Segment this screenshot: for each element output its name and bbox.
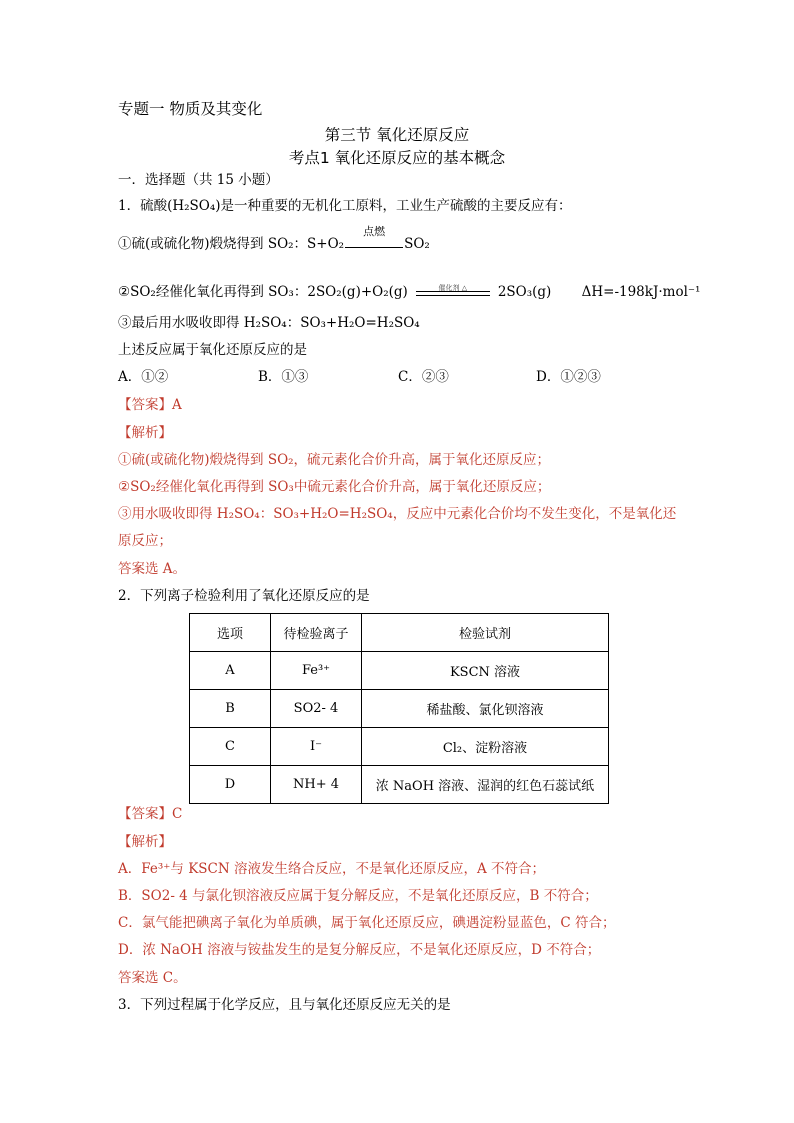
- table-cell: NH+ 4: [271, 766, 362, 804]
- q2-analysis-2: B．SO2- 4 与氯化钡溶液反应属于复分解反应，不是氧化还原反应，B 不符合；: [118, 888, 598, 904]
- q1-reaction-1: [118, 225, 430, 253]
- table-cell: A: [190, 652, 271, 690]
- table-cell: Fe³⁺: [271, 652, 362, 690]
- r1-product: SO₂: [404, 236, 430, 252]
- table-row: [190, 690, 609, 728]
- r1-condition-label: 点燃: [363, 225, 386, 238]
- r2-enthalpy: ΔH=-198kJ·mol⁻¹: [581, 284, 701, 300]
- q1-answer: 【答案】A: [118, 397, 182, 413]
- q1-analysis-1: ①硫(或硫化物)煅烧得到 SO₂，硫元素化合价升高，属于氧化还原反应；: [118, 452, 551, 468]
- point-title: 考点1 氧化还原反应的基本概念: [288, 149, 506, 167]
- q3-stem: 3．下列过程属于化学反应，且与氧化还原反应无关的是: [118, 997, 451, 1013]
- q2-answer: 【答案】C: [118, 806, 183, 822]
- table-cell: 浓 NaOH 溶液、湿润的红色石蕊试纸: [362, 766, 609, 804]
- section-heading: 一．选择题（共 15 小题）: [118, 172, 279, 188]
- table-cell: B: [190, 690, 271, 728]
- q2-analysis-4: D．浓 NaOH 溶液与铵盐发生的是复分解反应，不是氧化还原反应，D 不符合；: [118, 942, 601, 958]
- table-cell: C: [190, 728, 271, 766]
- q2-analysis-1: A．Fe³⁺与 KSCN 溶液发生络合反应，不是氧化还原反应，A 不符合；: [118, 861, 546, 877]
- q1-analysis-3: ③用水吸收即得 H₂SO₄：SO₃+H₂O=H₂SO₄，反应中元素化合价均不发生变化，不是氧化还: [118, 506, 677, 522]
- q2-stem: 2．下列离子检验利用了氧化还原反应的是: [118, 588, 370, 604]
- option-c: C．②③: [398, 369, 449, 385]
- table-cell: D: [190, 766, 271, 804]
- q2-analysis-label: 【解析】: [118, 834, 172, 850]
- q1-stem: 1．硫酸(H₂SO₄)是一种重要的无机化工原料，工业生产硫酸的主要反应有：: [118, 198, 572, 214]
- q1-question: 上述反应属于氧化还原反应的是: [118, 342, 307, 358]
- table-cell: Cl₂、淀粉溶液: [362, 728, 609, 766]
- equilibrium-arrow-icon: [410, 283, 496, 299]
- q1-analysis-label: 【解析】: [118, 425, 172, 441]
- option-b: B．①③: [258, 369, 309, 385]
- table-cell: 稀盐酸、氯化钡溶液: [362, 690, 609, 728]
- table-row: [190, 728, 609, 766]
- q1-analysis-4: 原反应；: [118, 533, 172, 549]
- q1-analysis-2: ②SO₂经催化氧化再得到 SO₃中硫元素化合价升高，属于氧化还原反应；: [118, 479, 551, 495]
- r2-product: 2SO₃(g): [497, 284, 552, 300]
- table-cell: KSCN 溶液: [362, 652, 609, 690]
- r1-prefix: ①硫(或硫化物)煅烧得到 SO₂：S+O₂: [118, 236, 345, 252]
- r2-arrow-text: 催化剂 △: [438, 283, 468, 292]
- q2-conclusion: 答案选 C。: [118, 970, 187, 986]
- q1-reaction-2: [118, 283, 700, 301]
- table-cell: I⁻: [271, 728, 362, 766]
- section-title: 第三节 氧化还原反应: [324, 126, 470, 144]
- q1-options: [118, 368, 601, 386]
- option-a: A．①②: [118, 369, 169, 385]
- q1-reaction-3: ③最后用水吸收即得 H₂SO₄：SO₃+H₂O=H₂SO₄: [118, 315, 420, 331]
- table-row: [190, 652, 609, 690]
- r2-prefix: ②SO₂经催化氧化再得到 SO₃：2SO₂(g)+O₂(g): [118, 284, 408, 300]
- table-cell: SO2- 4: [271, 690, 362, 728]
- topic-title: 专题一 物质及其变化: [118, 100, 263, 118]
- q2-analysis-3: C．氯气能把碘离子氧化为单质碘，属于氧化还原反应，碘遇淀粉显蓝色，C 符合；: [118, 915, 616, 931]
- table-header: 选项: [190, 614, 271, 652]
- r1-condition: [345, 225, 403, 248]
- option-d: D．①②③: [536, 369, 601, 385]
- ion-test-table: [189, 613, 609, 804]
- q1-conclusion: 答案选 A。: [118, 561, 187, 577]
- table-header: 待检验离子: [271, 614, 362, 652]
- table-header: 检验试剂: [362, 614, 609, 652]
- table-header-row: [190, 614, 609, 652]
- table-row: [190, 766, 609, 804]
